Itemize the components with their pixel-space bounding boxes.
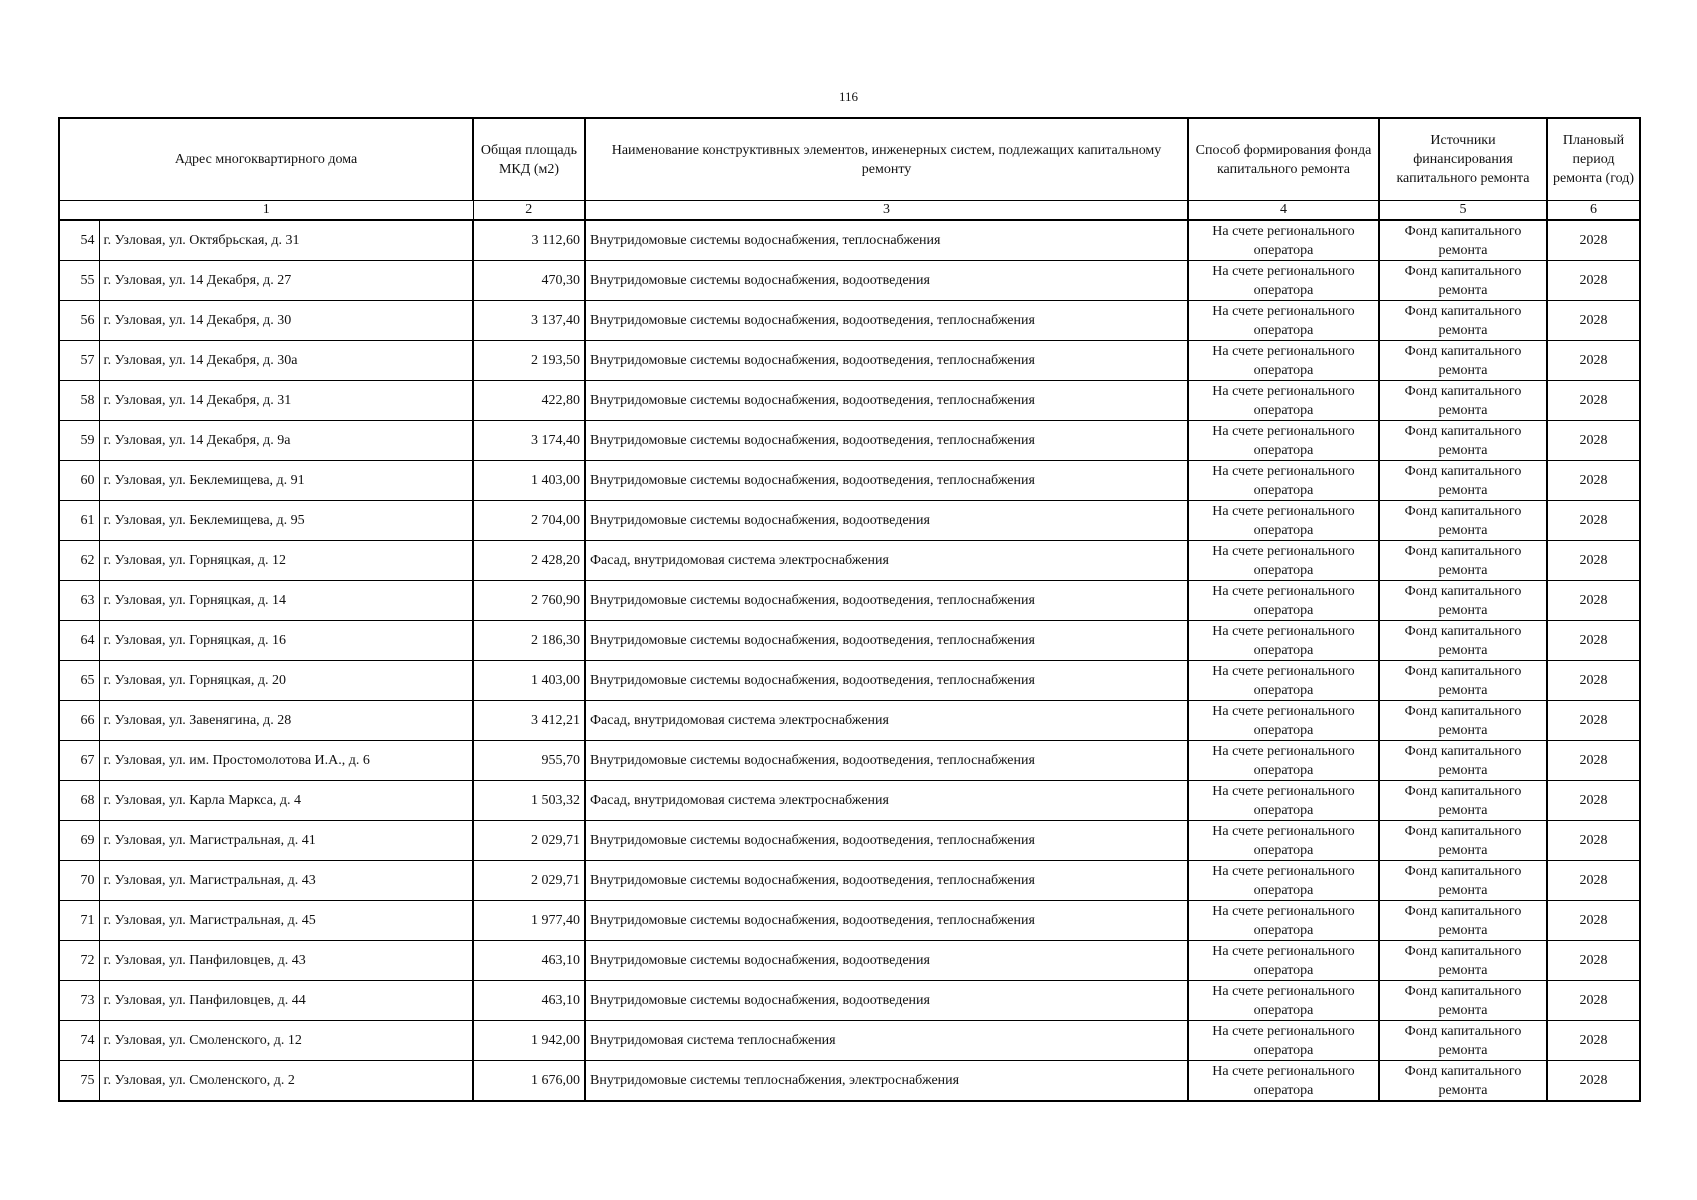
area-cell: 955,70 [473, 741, 585, 781]
row-number: 68 [59, 781, 99, 821]
year-cell: 2028 [1547, 981, 1640, 1021]
year-cell: 2028 [1547, 901, 1640, 941]
row-number: 61 [59, 501, 99, 541]
area-cell: 1 403,00 [473, 461, 585, 501]
elements-cell: Внутридомовые системы водоснабжения, водоотведения [585, 941, 1188, 981]
table-row [59, 541, 1640, 581]
row-number: 62 [59, 541, 99, 581]
source-cell: Фонд капитального ремонта [1379, 421, 1547, 461]
area-cell: 1 403,00 [473, 661, 585, 701]
row-number: 73 [59, 981, 99, 1021]
method-cell: На счете регионального оператора [1188, 821, 1379, 861]
method-cell: На счете регионального оператора [1188, 701, 1379, 741]
year-cell: 2028 [1547, 741, 1640, 781]
table-row [59, 461, 1640, 501]
method-cell: На счете регионального оператора [1188, 981, 1379, 1021]
source-cell: Фонд капитального ремонта [1379, 901, 1547, 941]
row-number: 56 [59, 301, 99, 341]
address-cell: г. Узловая, ул. Завенягина, д. 28 [99, 701, 473, 741]
source-cell: Фонд капитального ремонта [1379, 220, 1547, 261]
row-number: 66 [59, 701, 99, 741]
table-row [59, 261, 1640, 301]
header-source: Источники финансирования капитального ремонта [1379, 118, 1547, 201]
row-number: 59 [59, 421, 99, 461]
capital-repair-table [58, 117, 1641, 1102]
elements-cell: Внутридомовые системы водоснабжения, водоотведения, теплоснабжения [585, 341, 1188, 381]
area-cell: 1 942,00 [473, 1021, 585, 1061]
address-cell: г. Узловая, ул. 14 Декабря, д. 27 [99, 261, 473, 301]
column-number: 1 [59, 201, 473, 221]
year-cell: 2028 [1547, 541, 1640, 581]
source-cell: Фонд капитального ремонта [1379, 661, 1547, 701]
table-row [59, 861, 1640, 901]
source-cell: Фонд капитального ремонта [1379, 381, 1547, 421]
year-cell: 2028 [1547, 501, 1640, 541]
table-row [59, 581, 1640, 621]
source-cell: Фонд капитального ремонта [1379, 621, 1547, 661]
elements-cell: Внутридомовые системы водоснабжения, водоотведения, теплоснабжения [585, 661, 1188, 701]
method-cell: На счете регионального оператора [1188, 861, 1379, 901]
area-cell: 422,80 [473, 381, 585, 421]
year-cell: 2028 [1547, 381, 1640, 421]
year-cell: 2028 [1547, 661, 1640, 701]
source-cell: Фонд капитального ремонта [1379, 741, 1547, 781]
year-cell: 2028 [1547, 341, 1640, 381]
area-cell: 2 193,50 [473, 341, 585, 381]
area-cell: 1 503,32 [473, 781, 585, 821]
method-cell: На счете регионального оператора [1188, 1021, 1379, 1061]
row-number: 75 [59, 1061, 99, 1102]
elements-cell: Внутридомовые системы водоснабжения, водоотведения, теплоснабжения [585, 421, 1188, 461]
area-cell: 3 174,40 [473, 421, 585, 461]
table-row [59, 501, 1640, 541]
address-cell: г. Узловая, ул. Горняцкая, д. 16 [99, 621, 473, 661]
source-cell: Фонд капитального ремонта [1379, 941, 1547, 981]
row-number: 72 [59, 941, 99, 981]
method-cell: На счете регионального оператора [1188, 941, 1379, 981]
method-cell: На счете регионального оператора [1188, 261, 1379, 301]
year-cell: 2028 [1547, 621, 1640, 661]
area-cell: 470,30 [473, 261, 585, 301]
source-cell: Фонд капитального ремонта [1379, 701, 1547, 741]
source-cell: Фонд капитального ремонта [1379, 541, 1547, 581]
table-row [59, 741, 1640, 781]
area-cell: 463,10 [473, 941, 585, 981]
method-cell: На счете регионального оператора [1188, 220, 1379, 261]
column-number-row [59, 201, 1640, 221]
year-cell: 2028 [1547, 701, 1640, 741]
method-cell: На счете регионального оператора [1188, 341, 1379, 381]
table-row [59, 1061, 1640, 1102]
row-number: 60 [59, 461, 99, 501]
header-year: Плановый период ремонта (год) [1547, 118, 1640, 201]
table-row [59, 941, 1640, 981]
page-number: 116 [838, 89, 859, 104]
area-cell: 3 112,60 [473, 220, 585, 261]
row-number: 74 [59, 1021, 99, 1061]
elements-cell: Фасад, внутридомовая система электроснабжения [585, 701, 1188, 741]
source-cell: Фонд капитального ремонта [1379, 581, 1547, 621]
elements-cell: Внутридомовые системы водоснабжения, водоотведения, теплоснабжения [585, 581, 1188, 621]
method-cell: На счете регионального оператора [1188, 781, 1379, 821]
source-cell: Фонд капитального ремонта [1379, 301, 1547, 341]
address-cell: г. Узловая, ул. 14 Декабря, д. 30а [99, 341, 473, 381]
address-cell: г. Узловая, ул. Магистральная, д. 45 [99, 901, 473, 941]
column-number: 6 [1547, 201, 1640, 221]
table-row [59, 661, 1640, 701]
area-cell: 1 977,40 [473, 901, 585, 941]
table-row [59, 981, 1640, 1021]
year-cell: 2028 [1547, 941, 1640, 981]
column-number: 4 [1188, 201, 1379, 221]
source-cell: Фонд капитального ремонта [1379, 861, 1547, 901]
elements-cell: Внутридомовые системы теплоснабжения, электроснабжения [585, 1061, 1188, 1102]
method-cell: На счете регионального оператора [1188, 541, 1379, 581]
row-number: 58 [59, 381, 99, 421]
table-row [59, 341, 1640, 381]
elements-cell: Фасад, внутридомовая система электроснабжения [585, 781, 1188, 821]
address-cell: г. Узловая, ул. Октябрьская, д. 31 [99, 220, 473, 261]
address-cell: г. Узловая, ул. Горняцкая, д. 20 [99, 661, 473, 701]
year-cell: 2028 [1547, 1061, 1640, 1102]
area-cell: 2 704,00 [473, 501, 585, 541]
method-cell: На счете регионального оператора [1188, 501, 1379, 541]
source-cell: Фонд капитального ремонта [1379, 1061, 1547, 1102]
elements-cell: Внутридомовые системы водоснабжения, водоотведения, теплоснабжения [585, 821, 1188, 861]
address-cell: г. Узловая, ул. 14 Декабря, д. 30 [99, 301, 473, 341]
table-row [59, 220, 1640, 261]
method-cell: На счете регионального оператора [1188, 301, 1379, 341]
row-number: 69 [59, 821, 99, 861]
year-cell: 2028 [1547, 421, 1640, 461]
address-cell: г. Узловая, ул. Смоленского, д. 12 [99, 1021, 473, 1061]
address-cell: г. Узловая, ул. Магистральная, д. 43 [99, 861, 473, 901]
year-cell: 2028 [1547, 1021, 1640, 1061]
table-row [59, 781, 1640, 821]
area-cell: 3 137,40 [473, 301, 585, 341]
row-number: 57 [59, 341, 99, 381]
table-row [59, 381, 1640, 421]
elements-cell: Внутридомовые системы водоснабжения, водоотведения, теплоснабжения [585, 901, 1188, 941]
year-cell: 2028 [1547, 581, 1640, 621]
method-cell: На счете регионального оператора [1188, 381, 1379, 421]
address-cell: г. Узловая, ул. Магистральная, д. 41 [99, 821, 473, 861]
elements-cell: Внутридомовые системы водоснабжения, водоотведения [585, 501, 1188, 541]
address-cell: г. Узловая, ул. Карла Маркса, д. 4 [99, 781, 473, 821]
header-elements: Наименование конструктивных элементов, инженерных систем, подлежащих капитальному ремонту [585, 118, 1188, 201]
source-cell: Фонд капитального ремонта [1379, 1021, 1547, 1061]
elements-cell: Внутридомовые системы водоснабжения, водоотведения, теплоснабжения [585, 741, 1188, 781]
row-number: 63 [59, 581, 99, 621]
row-number: 64 [59, 621, 99, 661]
elements-cell: Внутридомовые системы водоснабжения, водоотведения, теплоснабжения [585, 861, 1188, 901]
row-number: 71 [59, 901, 99, 941]
year-cell: 2028 [1547, 301, 1640, 341]
source-cell: Фонд капитального ремонта [1379, 781, 1547, 821]
table-row [59, 301, 1640, 341]
elements-cell: Внутридомовая система теплоснабжения [585, 1021, 1188, 1061]
source-cell: Фонд капитального ремонта [1379, 821, 1547, 861]
method-cell: На счете регионального оператора [1188, 901, 1379, 941]
row-number: 65 [59, 661, 99, 701]
row-number: 55 [59, 261, 99, 301]
address-cell: г. Узловая, ул. Панфиловцев, д. 43 [99, 941, 473, 981]
header-area: Общая площадь МКД (м2) [473, 118, 585, 201]
elements-cell: Внутридомовые системы водоснабжения, водоотведения, теплоснабжения [585, 461, 1188, 501]
row-number: 67 [59, 741, 99, 781]
table-header-row [59, 118, 1640, 201]
year-cell: 2028 [1547, 261, 1640, 301]
table-row [59, 821, 1640, 861]
table-row [59, 701, 1640, 741]
area-cell: 2 029,71 [473, 821, 585, 861]
source-cell: Фонд капитального ремонта [1379, 501, 1547, 541]
address-cell: г. Узловая, ул. Беклемищева, д. 91 [99, 461, 473, 501]
year-cell: 2028 [1547, 821, 1640, 861]
method-cell: На счете регионального оператора [1188, 421, 1379, 461]
address-cell: г. Узловая, ул. Смоленского, д. 2 [99, 1061, 473, 1102]
area-cell: 2 428,20 [473, 541, 585, 581]
table-row [59, 901, 1640, 941]
address-cell: г. Узловая, ул. Горняцкая, д. 14 [99, 581, 473, 621]
address-cell: г. Узловая, ул. им. Простомолотова И.А., д. 6 [99, 741, 473, 781]
table-row [59, 1021, 1640, 1061]
method-cell: На счете регионального оператора [1188, 461, 1379, 501]
elements-cell: Внутридомовые системы водоснабжения, водоотведения [585, 981, 1188, 1021]
method-cell: На счете регионального оператора [1188, 621, 1379, 661]
area-cell: 2 760,90 [473, 581, 585, 621]
column-number: 3 [585, 201, 1188, 221]
address-cell: г. Узловая, ул. Беклемищева, д. 95 [99, 501, 473, 541]
row-number: 70 [59, 861, 99, 901]
year-cell: 2028 [1547, 781, 1640, 821]
elements-cell: Внутридомовые системы водоснабжения, водоотведения, теплоснабжения [585, 381, 1188, 421]
elements-cell: Внутридомовые системы водоснабжения, водоотведения, теплоснабжения [585, 301, 1188, 341]
elements-cell: Внутридомовые системы водоснабжения, теплоснабжения [585, 220, 1188, 261]
table-row [59, 621, 1640, 661]
elements-cell: Внутридомовые системы водоснабжения, водоотведения, теплоснабжения [585, 621, 1188, 661]
address-cell: г. Узловая, ул. Панфиловцев, д. 44 [99, 981, 473, 1021]
area-cell: 3 412,21 [473, 701, 585, 741]
area-cell: 1 676,00 [473, 1061, 585, 1102]
header-address: Адрес многоквартирного дома [59, 118, 473, 201]
area-cell: 463,10 [473, 981, 585, 1021]
address-cell: г. Узловая, ул. Горняцкая, д. 12 [99, 541, 473, 581]
year-cell: 2028 [1547, 461, 1640, 501]
method-cell: На счете регионального оператора [1188, 661, 1379, 701]
table-row [59, 421, 1640, 461]
column-number: 2 [473, 201, 585, 221]
method-cell: На счете регионального оператора [1188, 1061, 1379, 1102]
row-number: 54 [59, 220, 99, 261]
elements-cell: Фасад, внутридомовая система электроснабжения [585, 541, 1188, 581]
method-cell: На счете регионального оператора [1188, 741, 1379, 781]
method-cell: На счете регионального оператора [1188, 581, 1379, 621]
elements-cell: Внутридомовые системы водоснабжения, водоотведения [585, 261, 1188, 301]
source-cell: Фонд капитального ремонта [1379, 981, 1547, 1021]
address-cell: г. Узловая, ул. 14 Декабря, д. 9а [99, 421, 473, 461]
column-number: 5 [1379, 201, 1547, 221]
source-cell: Фонд капитального ремонта [1379, 341, 1547, 381]
area-cell: 2 186,30 [473, 621, 585, 661]
year-cell: 2028 [1547, 861, 1640, 901]
area-cell: 2 029,71 [473, 861, 585, 901]
source-cell: Фонд капитального ремонта [1379, 461, 1547, 501]
year-cell: 2028 [1547, 220, 1640, 261]
header-method: Способ формирования фонда капитального ремонта [1188, 118, 1379, 201]
source-cell: Фонд капитального ремонта [1379, 261, 1547, 301]
address-cell: г. Узловая, ул. 14 Декабря, д. 31 [99, 381, 473, 421]
